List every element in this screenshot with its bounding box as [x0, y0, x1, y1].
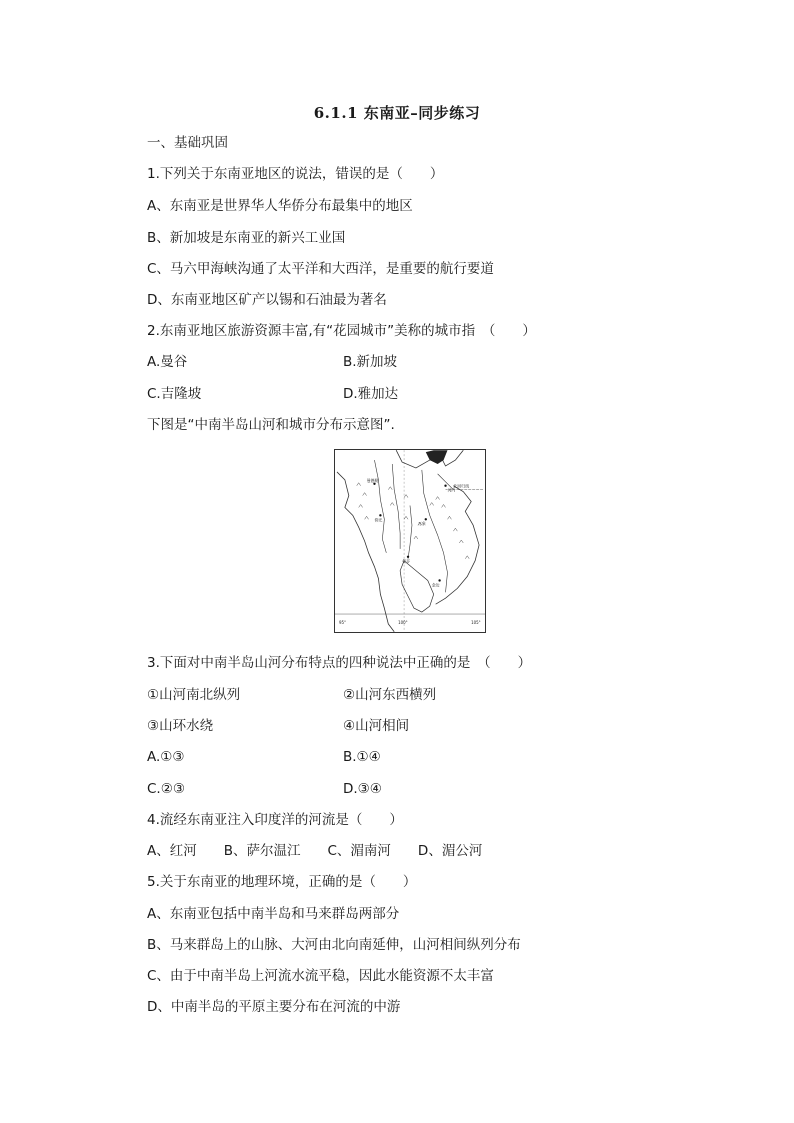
q2-option-b: B.新加坡: [343, 354, 398, 370]
map-coast-west: [337, 472, 394, 632]
q3-statement-2: ②山河东西横列: [343, 687, 437, 703]
q1-stem: 1.下列关于东南亚地区的说法，错误的是（ ）: [147, 166, 444, 182]
map-label-bangkok: 曼谷: [402, 558, 410, 564]
section-heading: 一、基础巩固: [147, 135, 228, 151]
q1-option-c: C、马六甲海峡沟通了太平洋和大西洋，是重要的航行要道: [147, 261, 494, 277]
q5-stem: 5.关于东南亚的地理环境，正确的是（ ）: [147, 874, 417, 890]
map-plateau-shade: [426, 450, 448, 464]
indochina-map-figure: [334, 449, 486, 633]
q3-stem: 3.下面对中南半岛山河分布特点的四种说法中正确的是 （ ）: [147, 655, 532, 671]
salween-river: [392, 464, 400, 549]
figure-intro: 下图是“中南半岛山河和城市分布示意图”.: [147, 417, 395, 433]
mekong-river: [422, 470, 448, 592]
q5-option-b: B、马来群岛上的山脉、大河由北向南延伸，山河相间纵列分布: [147, 937, 521, 953]
map-label-hanoi: 河内: [447, 487, 456, 493]
map-label-vientiane: 万象: [417, 521, 426, 527]
map-label-yangon: 仰光: [374, 517, 383, 523]
map-lon-100: 100°: [398, 619, 408, 625]
map-label-tropic: 北回归线: [453, 483, 470, 489]
indochina-map: [335, 450, 485, 632]
q4-options: A、红河 B、萨尔温江 C、湄南河 D、湄公河: [147, 843, 483, 859]
page-title: 6.1.1 东南亚–同步练习: [313, 104, 481, 122]
q3-statement-3: ③山环水绕: [147, 718, 214, 734]
q4-stem: 4.流经东南亚注入印度洋的河流是（ ）: [147, 812, 403, 828]
q3-option-c: C.②③: [147, 781, 185, 797]
irrawaddy-river: [374, 460, 386, 553]
q2-stem: 2.东南亚地区旅游资源丰富,有“花园城市”美称的城市指 （ ）: [147, 323, 536, 339]
q2-option-a: A.曼谷: [147, 354, 188, 370]
map-label-phnompenh: 金边: [431, 582, 440, 588]
chao-phraya-river: [408, 505, 412, 558]
map-gulf: [400, 558, 434, 612]
q3-option-b: B.①④: [343, 749, 381, 765]
q5-option-a: A、东南亚包括中南半岛和马来群岛两部分: [147, 906, 400, 922]
q1-option-b: B、新加坡是东南亚的新兴工业国: [147, 230, 346, 246]
map-lon-105: 105°: [471, 619, 481, 625]
map-lon-95: 95°: [338, 619, 346, 625]
q3-statement-1: ①山河南北纵列: [147, 687, 241, 703]
q3-option-d: D.③④: [343, 781, 382, 797]
q1-option-a: A、东南亚是世界华人华侨分布最集中的地区: [147, 198, 413, 214]
q2-option-c: C.吉隆坡: [147, 386, 202, 402]
map-coast-east: [436, 483, 479, 604]
q2-option-d: D.雅加达: [343, 386, 399, 402]
q3-statement-4: ④山河相间: [343, 718, 410, 734]
q5-option-d: D、中南半岛的平原主要分布在河流的中游: [147, 999, 401, 1015]
q5-option-c: C、由于中南半岛上河流水流平稳，因此水能资源不太丰富: [147, 968, 494, 984]
map-label-mandalay: 曼德勒: [366, 477, 379, 483]
q3-option-a: A.①③: [147, 749, 185, 765]
q1-option-d: D、东南亚地区矿产以锡和石油最为著名: [147, 292, 387, 308]
map-cities: [373, 483, 446, 582]
